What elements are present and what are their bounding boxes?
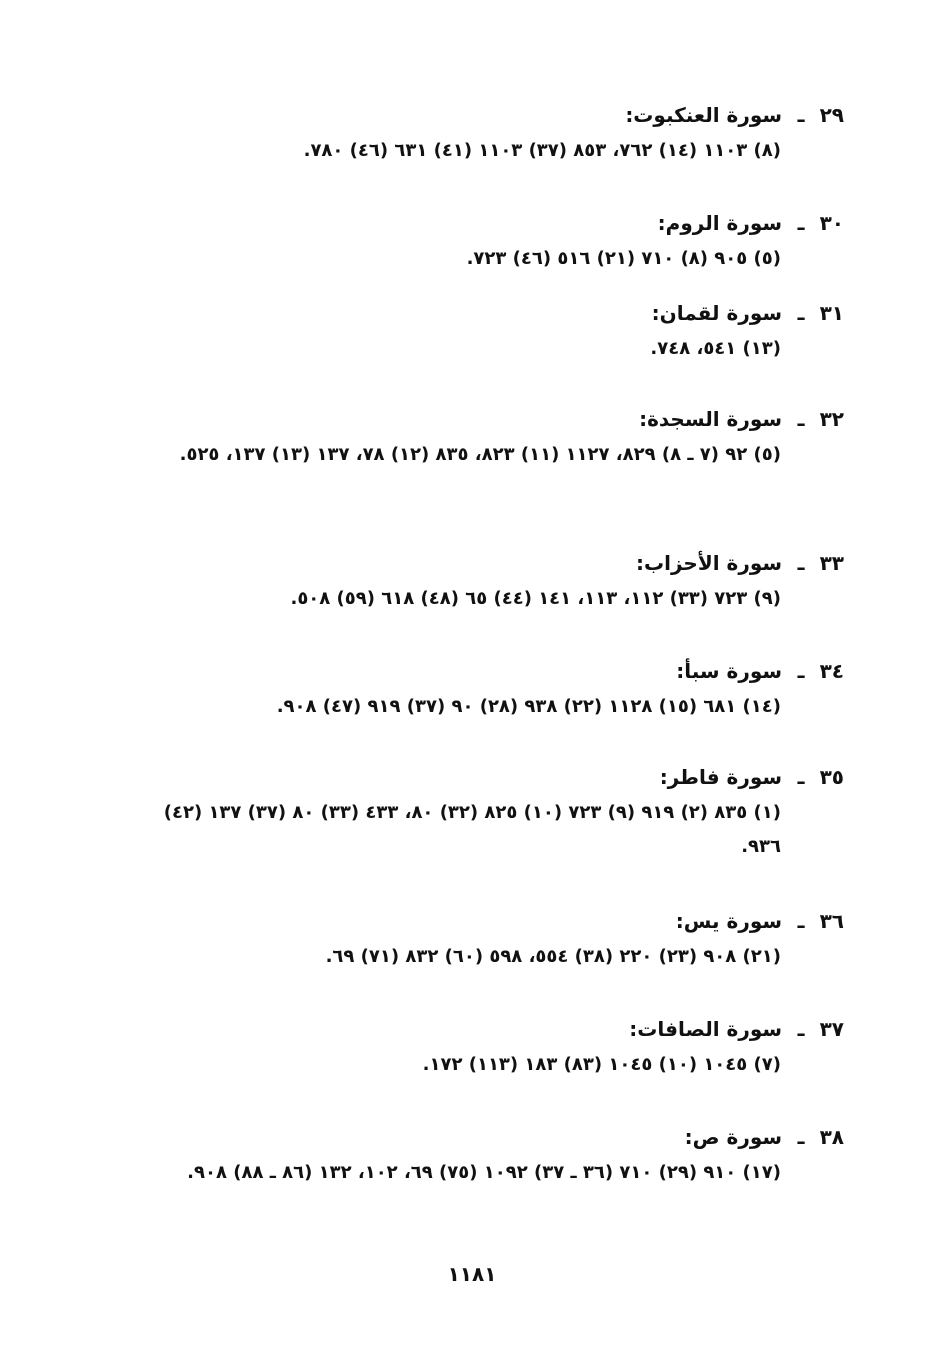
verse-references: (٨) ١١٠٣ (١٤) ٧٦٢، ٨٥٣ (٣٧) ١١٠٣ (٤١) ٦٣١ (٤٦) ٧٨٠. (303, 140, 781, 161)
entry-number: ٣٦ (819, 909, 844, 933)
entry-number: ٣٢ (819, 407, 844, 431)
entry-heading (124, 404, 844, 434)
entry-heading (124, 100, 844, 130)
verse-references: (٥) ٩٠٥ (٨) ٧١٠ (٢١) ٥١٦ (٤٦) ٧٢٣. (466, 248, 781, 269)
entry-heading (124, 298, 844, 328)
entry-dash: ـ (797, 1017, 805, 1041)
verse-references: (٧) ١٠٤٥ (١٠) ١٠٤٥ (٨٣) ١٨٣ (١١٣) ١٧٢. (422, 1054, 781, 1075)
surah-title: سورة لقمان: (651, 301, 783, 325)
entry-heading (124, 1122, 844, 1152)
entry-number: ٣٥ (819, 765, 844, 789)
surah-entry-35 (124, 762, 844, 864)
surah-title: سورة الصافات: (629, 1017, 783, 1041)
surah-title: سورة ص: (684, 1125, 783, 1149)
surah-title: سورة العنكبوت: (625, 103, 783, 127)
surah-entry-29 (124, 100, 844, 168)
entry-heading (124, 656, 844, 686)
entry-dash: ـ (797, 211, 805, 235)
entry-heading (124, 906, 844, 936)
verse-references: (٢١) ٩٠٨ (٢٣) ٢٢٠ (٣٨) ٥٥٤، ٥٩٨ (٦٠) ٨٣٢ (٧١) ٦٩. (325, 946, 781, 967)
surah-title: سورة يس: (675, 909, 783, 933)
entry-number: ٣٠ (819, 211, 844, 235)
verse-references: (١٤) ٦٨١ (١٥) ١١٢٨ (٢٢) ٩٣٨ (٢٨) ٩٠ (٣٧) ٩١٩ (٤٧) ٩٠٨. (276, 696, 781, 717)
surah-entry-33 (124, 548, 844, 616)
entry-heading (124, 548, 844, 578)
entry-number: ٣١ (819, 301, 844, 325)
page-number: ١١٨١ (447, 1262, 497, 1286)
verse-references: (١٣) ٥٤١، ٧٤٨. (650, 338, 781, 359)
entry-dash: ـ (797, 407, 805, 431)
verse-references: (٥) ٩٢ (٧ ـ ٨) ٨٢٩، ١١٢٧ (١١) ٨٢٣، ٨٣٥ (١٢) ٧٨، ١٣٧ (١٣) ١٣٧، ٥٢٥. (179, 444, 781, 465)
entry-dash: ـ (797, 103, 805, 127)
surah-entry-30 (124, 208, 844, 276)
entry-number: ٣٨ (819, 1125, 844, 1149)
entry-dash: ـ (797, 765, 805, 789)
entry-number: ٣٧ (819, 1017, 844, 1041)
surah-title: سورة السجدة: (639, 407, 783, 431)
surah-entry-31 (124, 298, 844, 366)
surah-title: سورة سبأ: (676, 659, 783, 683)
surah-title: سورة الأحزاب: (636, 551, 783, 575)
surah-entry-38 (124, 1122, 844, 1190)
verse-references: (٩) ٧٢٣ (٣٣) ١١٢، ١١٣، ١٤١ (٤٤) ٦٥ (٤٨) ٦١٨ (٥٩) ٥٠٨. (290, 588, 781, 609)
entry-number: ٣٣ (819, 551, 844, 575)
entry-number: ٢٩ (819, 103, 844, 127)
surah-entry-34 (124, 656, 844, 724)
entry-dash: ـ (797, 1125, 805, 1149)
entry-dash: ـ (797, 301, 805, 325)
surah-entry-32 (124, 404, 844, 472)
surah-title: سورة الروم: (657, 211, 783, 235)
surah-entry-37 (124, 1014, 844, 1082)
surah-entry-36 (124, 906, 844, 974)
entry-heading (124, 1014, 844, 1044)
entry-dash: ـ (797, 659, 805, 683)
entry-heading (124, 208, 844, 238)
entry-dash: ـ (797, 909, 805, 933)
verse-references: (١٧) ٩١٠ (٢٩) ٧١٠ (٣٦ ـ ٣٧) ١٠٩٢ (٧٥) ٦٩، ١٠٢، ١٣٢ (٨٦ ـ ٨٨) ٩٠٨. (187, 1162, 781, 1183)
verse-references: (١) ٨٣٥ (٢) ٩١٩ (٩) ٧٢٣ (١٠) ٨٢٥ (٣٢) ٨٠، ٤٣٣ (٣٣) ٨٠ (٣٧) ١٣٧ (٤٢) ٩٣٦. (163, 802, 781, 857)
surah-title: سورة فاطر: (659, 765, 783, 789)
entry-heading (124, 762, 844, 792)
entry-dash: ـ (797, 551, 805, 575)
entry-number: ٣٤ (819, 659, 844, 683)
